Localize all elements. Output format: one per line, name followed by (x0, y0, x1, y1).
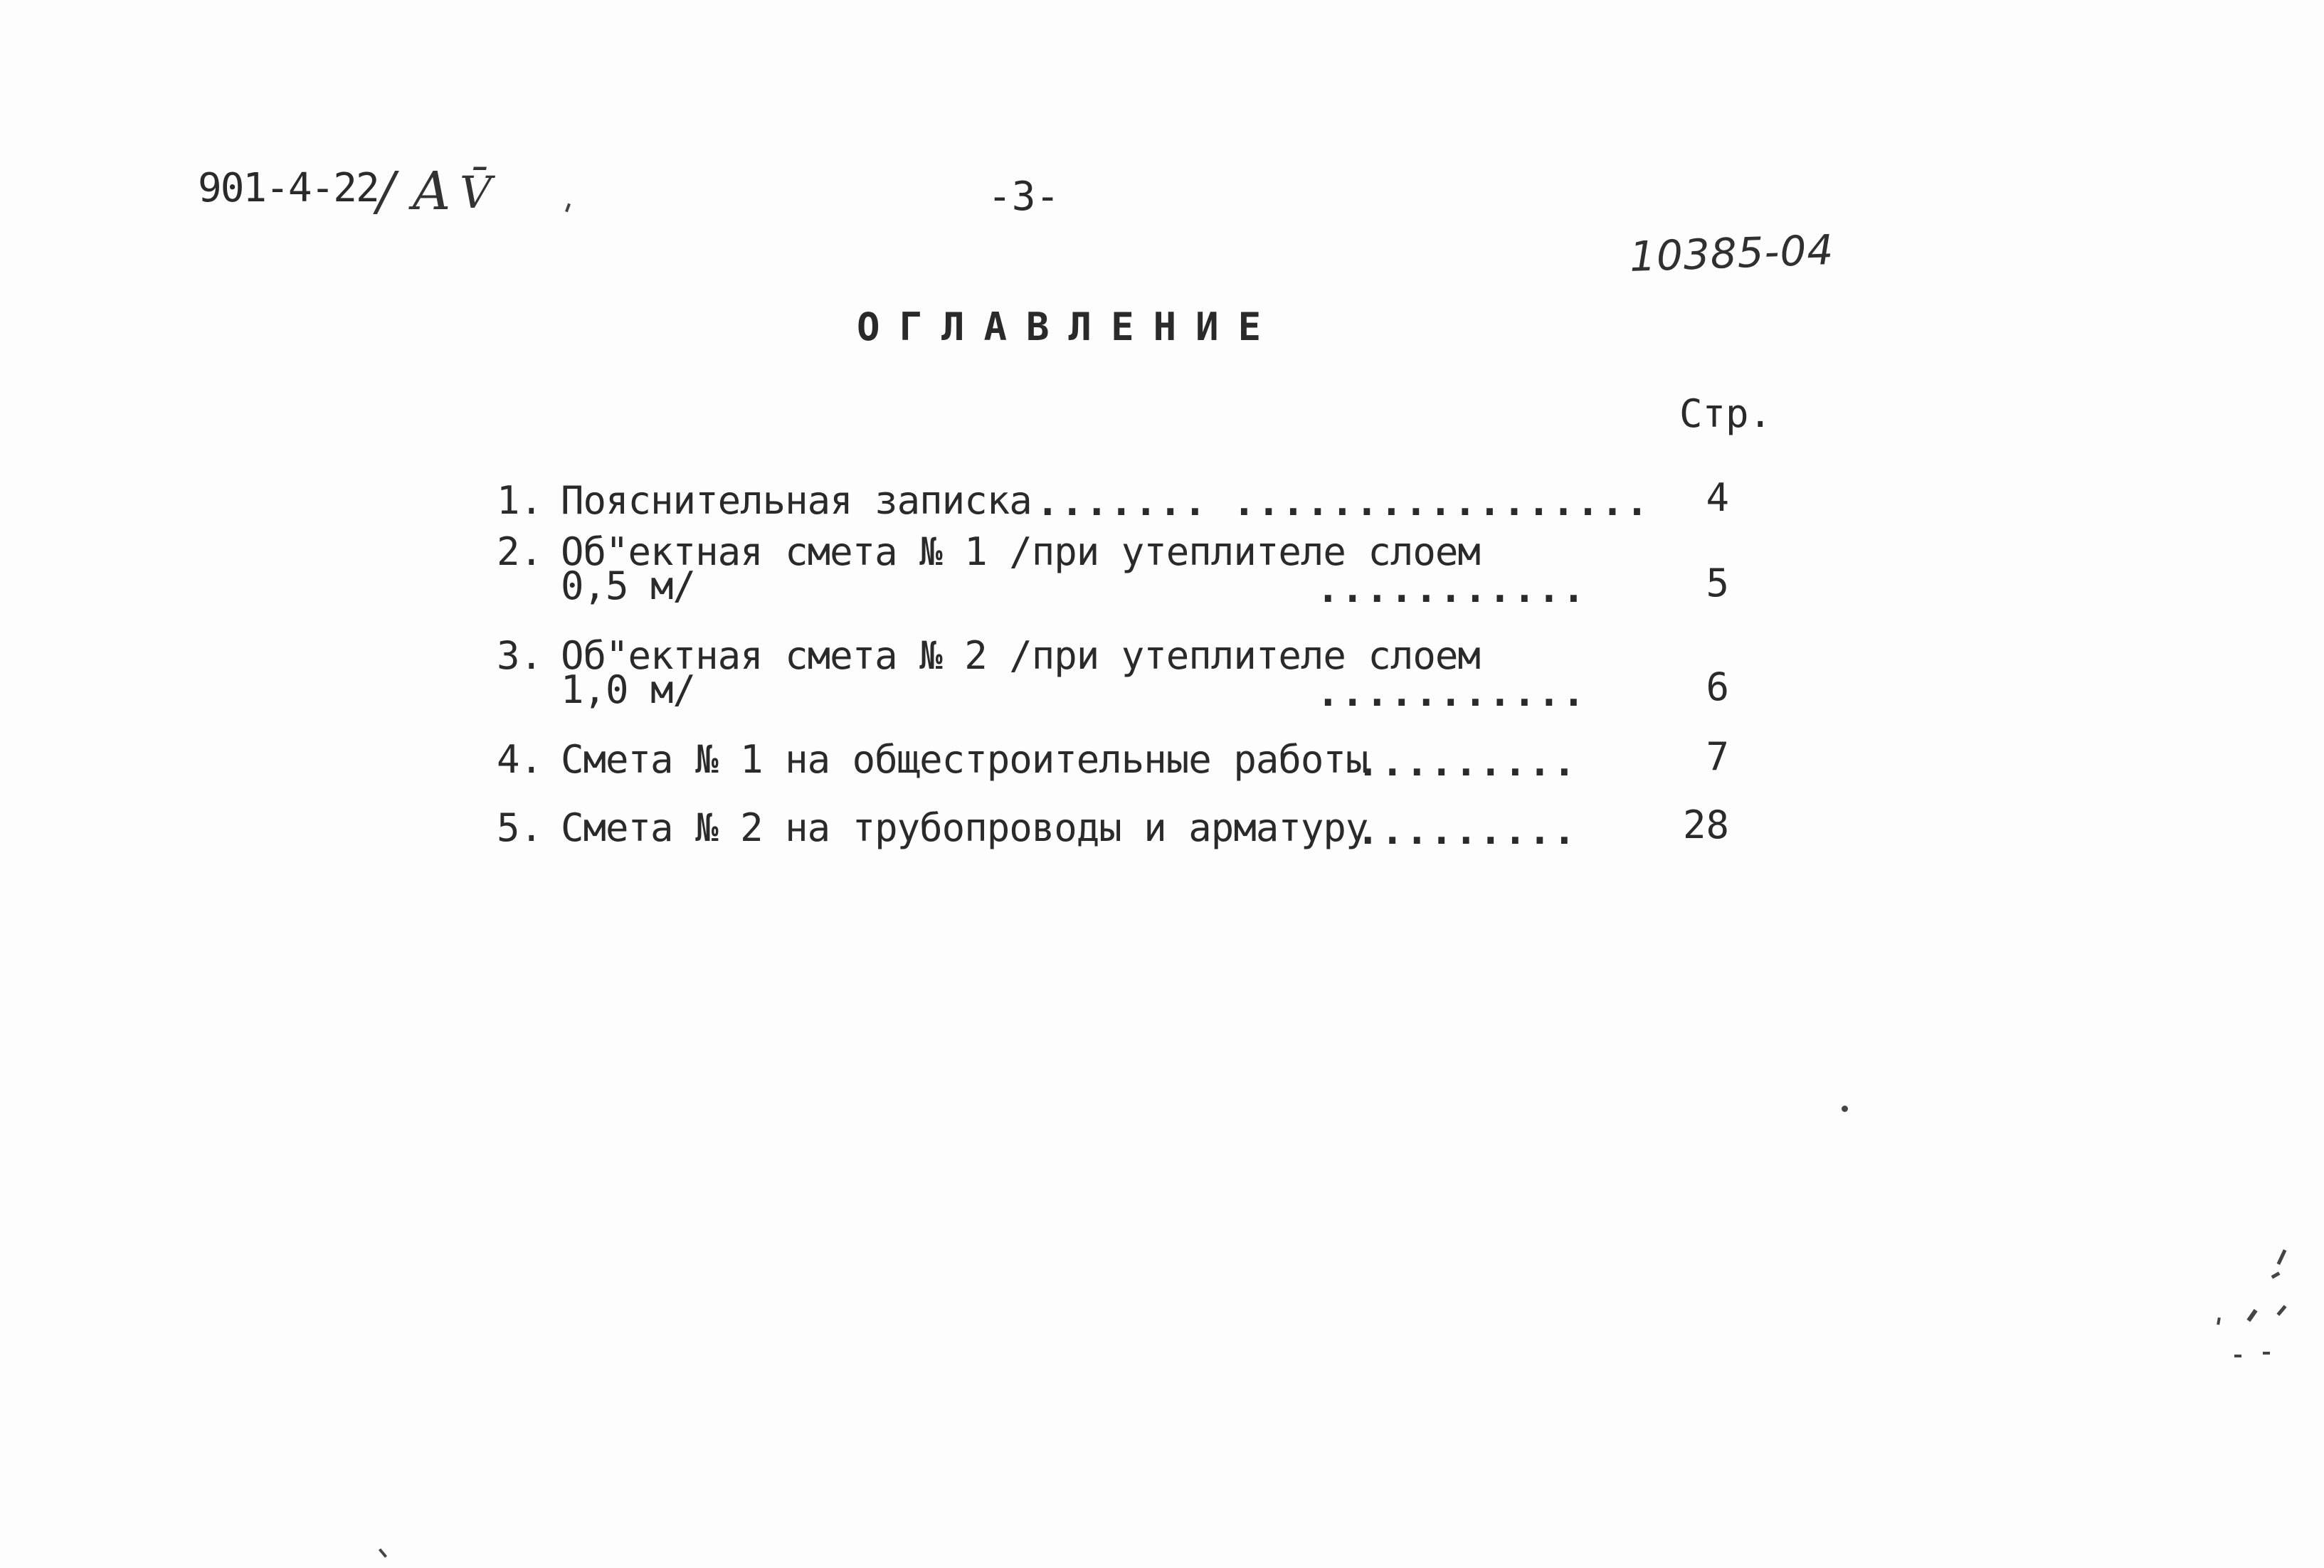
toc-entry-leader: ......... (1356, 740, 1578, 785)
toc-entry-page: 28 (1682, 802, 1729, 847)
scan-speck (2276, 1305, 2286, 1315)
document-code: 901-4-22 (198, 165, 379, 211)
handwritten-mark-v: V̄ (460, 166, 492, 218)
scan-speck (2271, 1271, 2281, 1278)
scan-speck (379, 1548, 387, 1557)
toc-entry-title: Об"ектная смета № 1 /при утеплителе слоем (561, 529, 1480, 574)
scan-speck (1842, 1106, 1848, 1112)
scan-speck (2234, 1355, 2241, 1357)
scan-speck (2217, 1318, 2221, 1325)
archive-number: 10385-04 (1628, 226, 1835, 281)
toc-entry-title-continued: 1,0 м/ (561, 667, 696, 712)
toc-entry-page: 5 (1706, 561, 1729, 605)
toc-entry-page: 4 (1706, 475, 1729, 520)
toc-entry-number: 4. (497, 737, 544, 782)
page-number: -3- (988, 174, 1060, 220)
toc-entry-number: 3. (497, 633, 544, 678)
toc-entry-title: Об"ектная смета № 2 /при утеплителе слоем (561, 633, 1480, 678)
toc-entry-title-continued: 0,5 м/ (561, 563, 696, 608)
toc-entry-number: 2. (497, 529, 544, 574)
page-title: ОГЛАВЛЕНИЕ (857, 304, 1281, 349)
toc-entry-number: 1. (497, 478, 544, 523)
toc-entry-page: 6 (1706, 664, 1729, 709)
toc-entry-title: Смета № 2 на трубопроводы и арматуру (561, 805, 1368, 850)
toc-entry-page: 7 (1706, 734, 1729, 779)
toc-entry-title: Смета № 1 на общестроительные работы (561, 737, 1368, 782)
scan-speck (2246, 1309, 2257, 1322)
page-column-header: Стр. (1679, 391, 1773, 436)
toc-entry-leader: ......... (1356, 808, 1578, 853)
toc-entry-title: Пояснительная записка (561, 478, 1032, 523)
scan-speck (2277, 1249, 2287, 1265)
toc-entry-leader: ........... (1316, 566, 1587, 611)
scan-speck (2263, 1352, 2270, 1355)
toc-entry-leader: ....... ................. (1036, 480, 1650, 524)
toc-entry-leader: ........... (1316, 670, 1587, 715)
toc-entry-number: 5. (497, 805, 544, 850)
handwritten-mark-a: / А (377, 161, 452, 222)
scan-speck (565, 203, 571, 213)
